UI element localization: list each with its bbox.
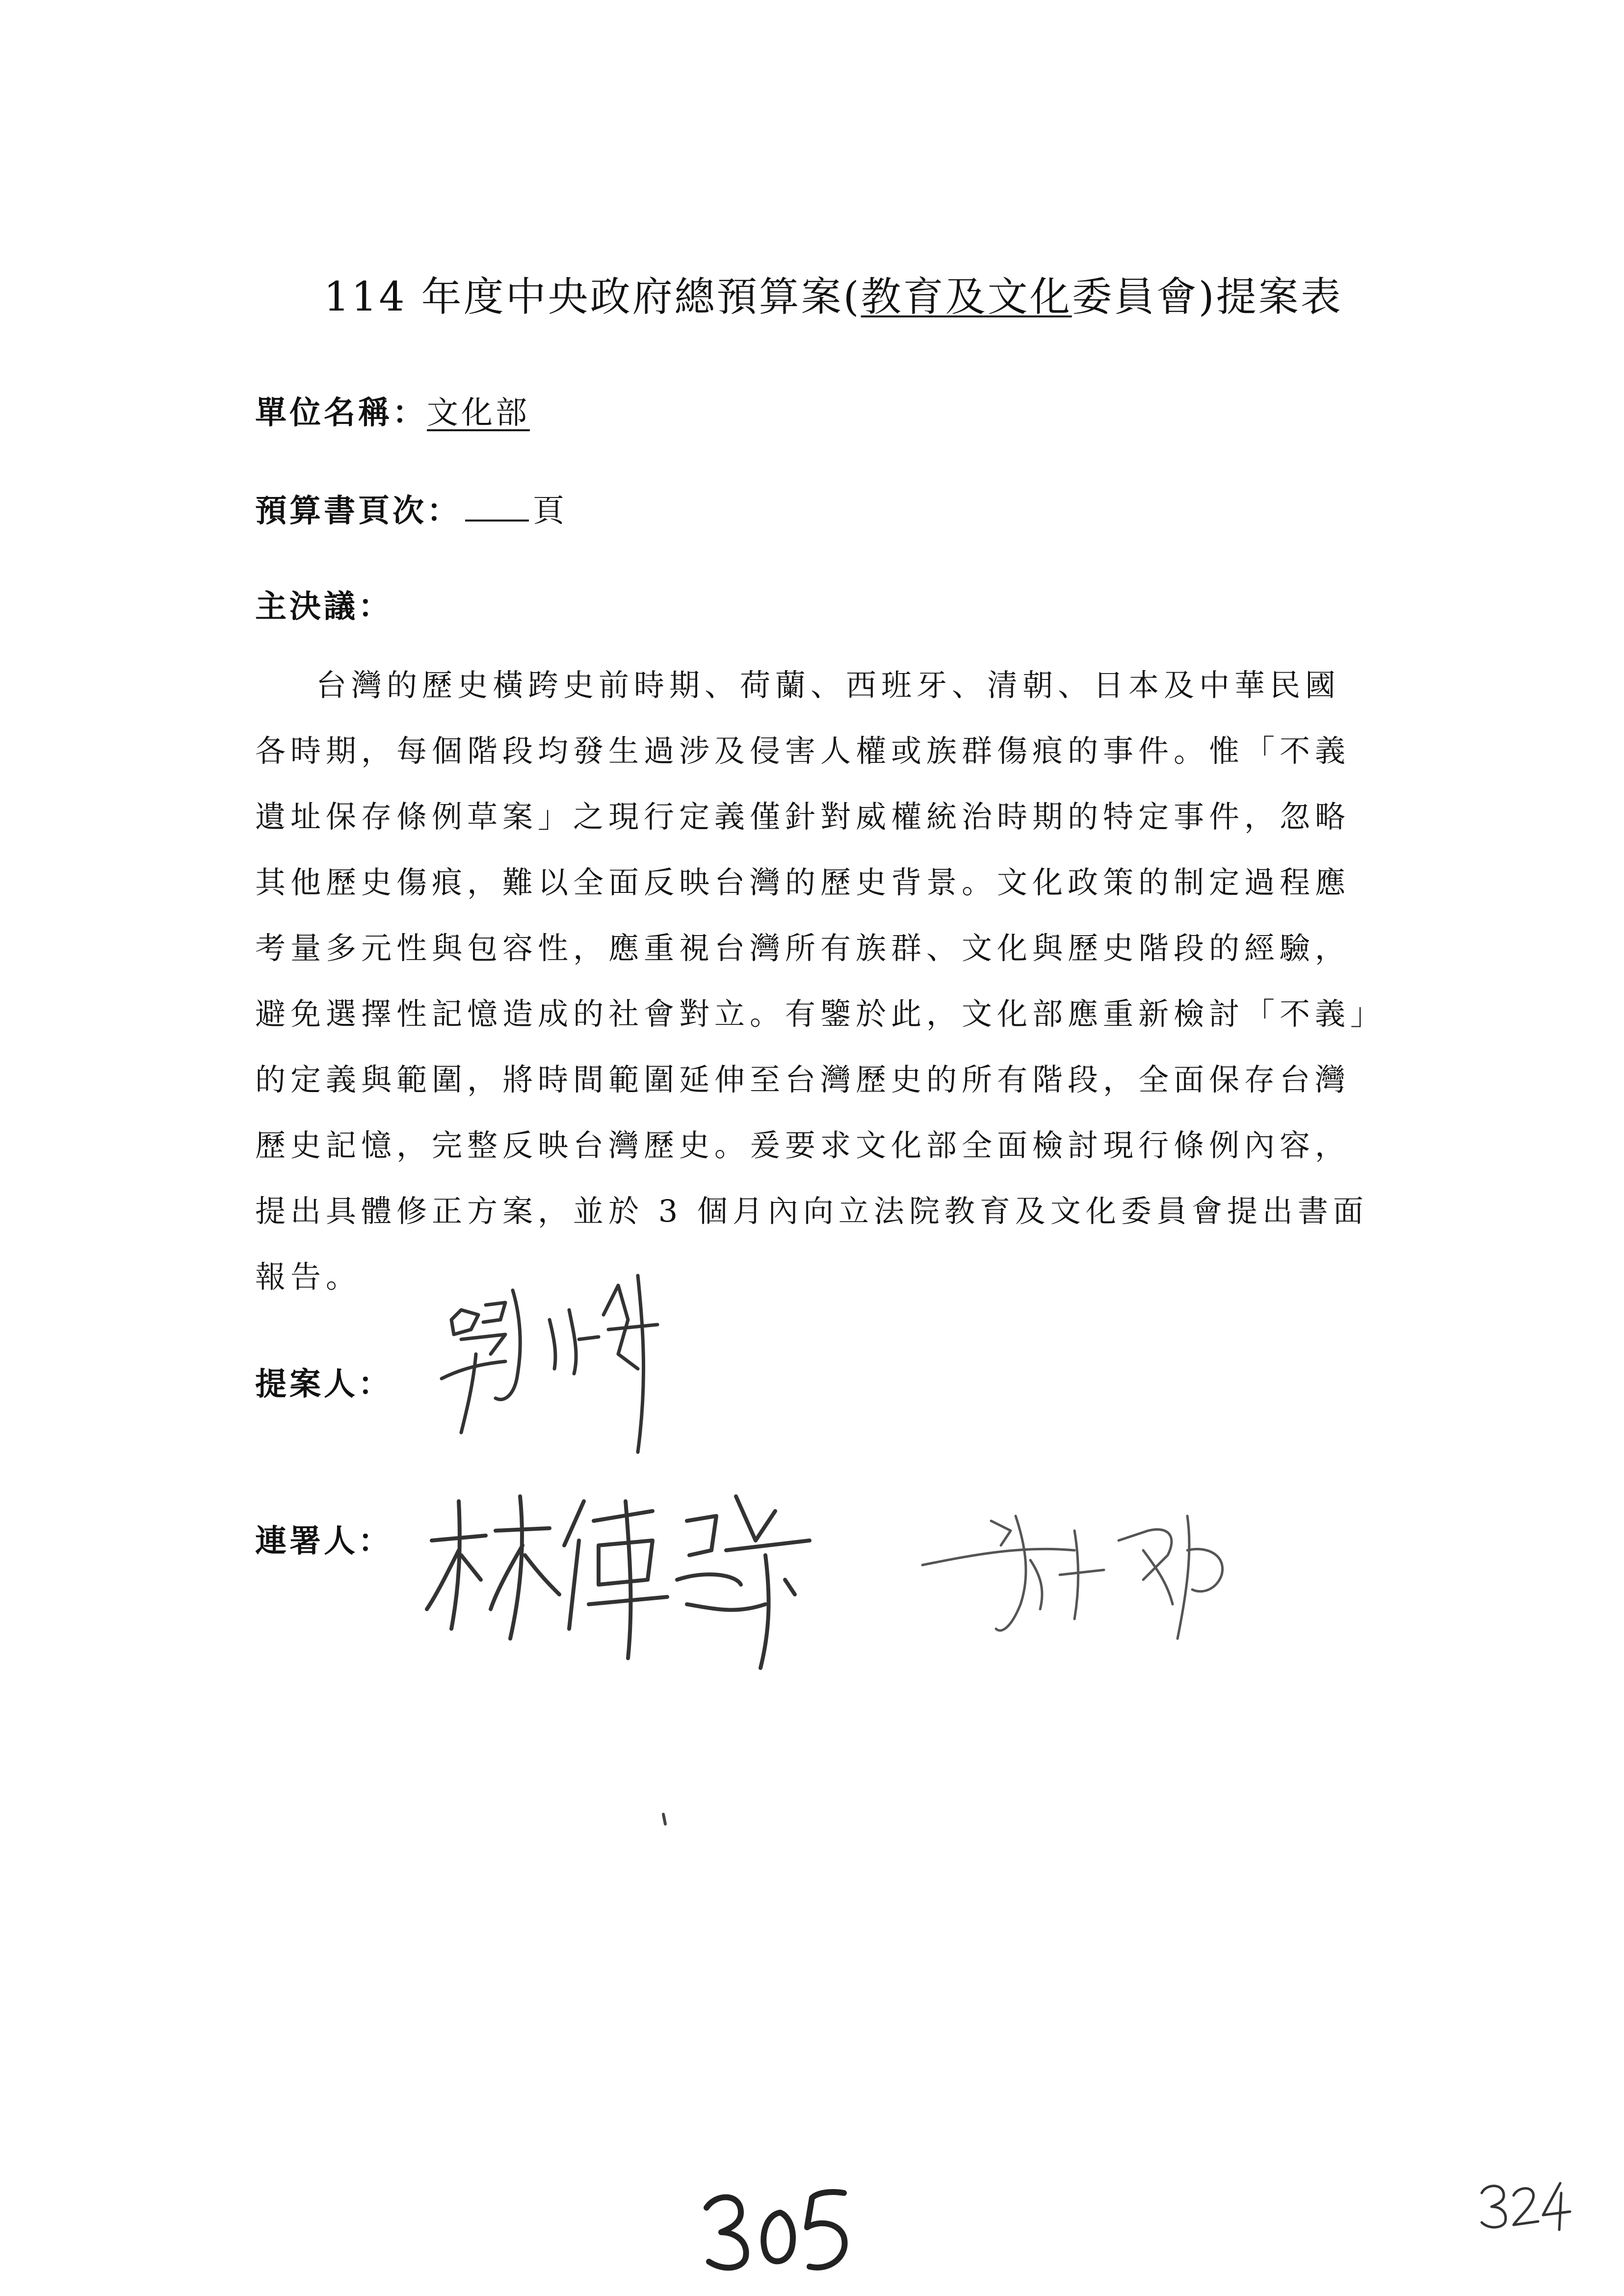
proposer-signature bbox=[432, 1256, 707, 1462]
budget-page-label: 預算書頁次： bbox=[255, 493, 461, 529]
unit-name-label: 單位名稱： bbox=[255, 394, 427, 431]
budget-page-field bbox=[255, 486, 567, 531]
body-line: 考量多元性與包容性，應重視台灣所有族群、文化與歷史階段的經驗， bbox=[255, 930, 1351, 966]
body-line: 其他歷史傷痕，難以全面反映台灣的歷史背景。文化政策的制定過程應 bbox=[255, 864, 1351, 900]
title-committee: 教育及文化 bbox=[861, 274, 1072, 320]
document-title bbox=[324, 265, 1343, 322]
cosigner-label: 連署人： bbox=[255, 1523, 393, 1560]
body-line: 台灣的歷史橫跨史前時期、荷蘭、西班牙、清朝、日本及中華民國 bbox=[316, 667, 1341, 703]
cosigner-signature-2 bbox=[913, 1501, 1246, 1648]
stray-mark bbox=[657, 1810, 672, 1830]
handwritten-page-number-right bbox=[1477, 2173, 1575, 2232]
proposer-label: 提案人： bbox=[255, 1366, 393, 1403]
budget-page-suffix: 頁 bbox=[533, 493, 567, 529]
handwritten-page-number-center bbox=[697, 2178, 864, 2276]
body-line: 避免選擇性記憶造成的社會對立。有鑒於此，文化部應重新檢討「不義」 bbox=[255, 996, 1386, 1032]
resolution-body bbox=[255, 652, 1403, 1310]
body-line: 報告。 bbox=[255, 1259, 362, 1295]
body-line: 歷史記憶，完整反映台灣歷史。爰要求文化部全面檢討現行條例內容， bbox=[255, 1127, 1351, 1163]
title-prefix: 114 年度中央政府總預算案( bbox=[324, 274, 861, 320]
title-suffix: 委員會)提案表 bbox=[1072, 274, 1343, 320]
unit-name-field bbox=[255, 388, 530, 433]
body-line: 提出具體修正方案，並於 3 個月內向立法院教育及文化委員會提出書面 bbox=[255, 1193, 1368, 1229]
body-line: 的定義與範圍，將時間範圍延伸至台灣歷史的所有階段，全面保存台灣 bbox=[255, 1062, 1351, 1097]
body-line: 遺址保存條例草案」之現行定義僅針對威權統治時期的特定事件，忽略 bbox=[255, 799, 1351, 835]
unit-name-value: 文化部 bbox=[427, 395, 530, 431]
cosigner-signature-1 bbox=[422, 1482, 824, 1678]
body-line: 各時期，每個階段均發生過涉及侵害人權或族群傷痕的事件。惟「不義 bbox=[255, 733, 1351, 769]
main-resolution-label: 主決議： bbox=[255, 588, 393, 625]
budget-page-blank bbox=[465, 515, 529, 522]
